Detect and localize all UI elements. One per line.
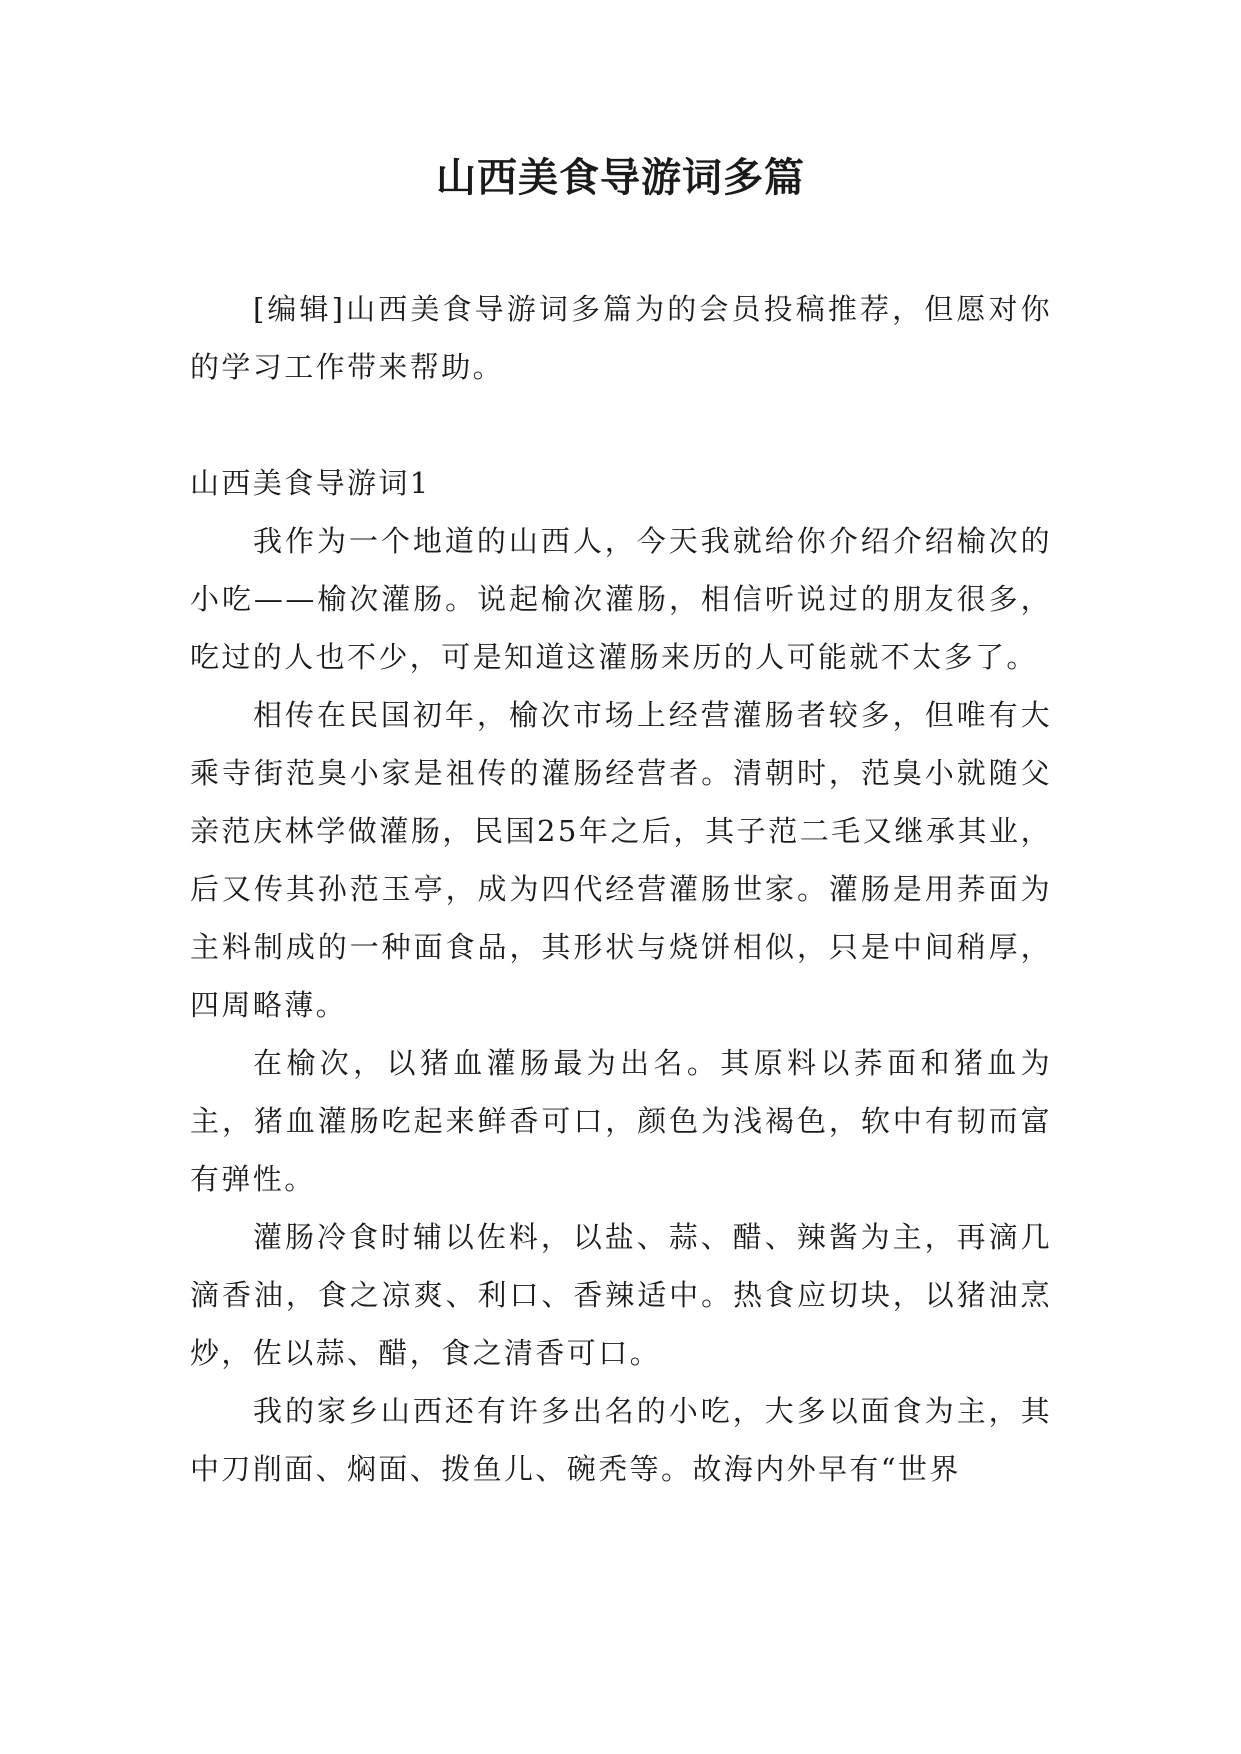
body-paragraph: 我的家乡山西还有许多出名的小吃，大多以面食为主，其中刀削面、焖面、拨鱼儿、碗秃等。故海内外早有“世界 — [190, 1394, 1052, 1486]
page-title: 山西美食导游词多篇 — [436, 154, 805, 201]
body-paragraph: 在榆次，以猪血灌肠最为出名。其原料以荞面和猪血为主，猪血灌肠吃起来鲜香可口，颜色为浅褐色，软中有韧而富有弹性。 — [190, 1046, 1052, 1196]
intro-paragraph: [编辑]山西美食导游词多篇为的会员投稿推荐，但愿对你的学习工作带来帮助。 — [190, 292, 1052, 384]
body-paragraph: 灌肠冷食时辅以佐料，以盐、蒜、醋、辣酱为主，再滴几滴香油，食之凉爽、利口、香辣适中。热食应切块，以猪油烹炒，佐以蒜、醋，食之清香可口。 — [190, 1220, 1052, 1370]
body-paragraph: 我作为一个地道的山西人，今天我就给你介绍介绍榆次的小吃——榆次灌肠。说起榆次灌肠，相信听说过的朋友很多，吃过的人也不少，可是知道这灌肠来历的人可能就不太多了。 — [190, 524, 1052, 674]
section-heading: 山西美食导游词1 — [190, 466, 431, 500]
document-body — [190, 280, 1052, 1498]
body-paragraph: 相传在民国初年，榆次市场上经营灌肠者较多，但唯有大乘寺街范臭小家是祖传的灌肠经营者。清朝时，范臭小就随父亲范庆林学做灌肠，民国25年之后，其子范二毛又继承其业，后又传其孙范玉亭，成为四代经营灌肠世家。灌肠是用荞面为主料制成的一种面食品，其形状与烧饼相似，只是中间稍厚，四周略薄。 — [190, 698, 1052, 1022]
